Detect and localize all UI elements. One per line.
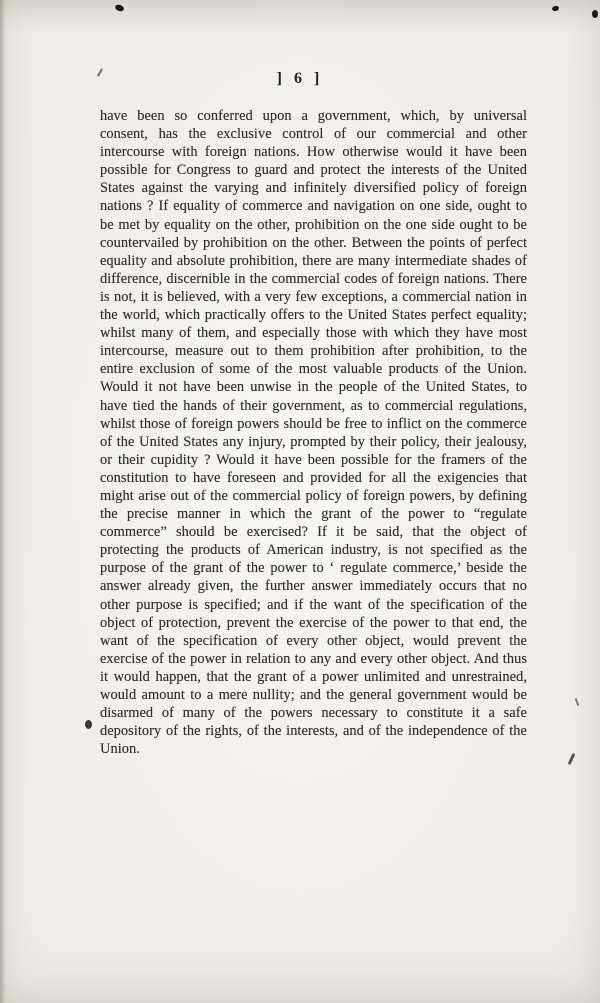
scan-artifact (85, 720, 92, 729)
scan-artifact (568, 753, 576, 765)
scan-edge-shadow (0, 0, 6, 1003)
scan-artifact (592, 10, 598, 18)
scan-artifact (575, 698, 580, 706)
scan-artifact (551, 5, 559, 12)
page-text: have been so conferred upon a government, which, by universal consent, has the exclusive control of our commercial and other intercourse with foreign nations. How otherwise would it have been possible for Congress to guard and protect the interests of the United States against the varying and infinitely diversified policy of foreign nations ? If equality of commerce and navigation on one side, ought to be met by equality on the other, prohibition on the one side ought to be countervailed by prohibition on the other. Between the points of perfect equality and absolute prohibition, there are many intermediate shades of difference, discernible in the commercial codes of foreign nations. There is not, it is believed, with a very few exceptions, a commercial nation in the world, which practically offers to the United States perfect equality; whilst many of them, and especially those with which they have most intercourse, measure out to them prohibition after prohibition, to the entire exclusion of some of the most valuable products of the Union. Would it not have been unwise in the people of the United States, to have tied the hands of their government, as to commercial regulations, whilst those of foreign powers should be free to inflict on the commerce of the United States any injury, prompted by their policy, their jealousy, or their cupidity ? Would it have been possible for the framers of the constitution to have foreseen and provided for all the exigencies that might arise out of the commercial policy of foreign powers, by defining the precise manner in which the grant of the power to “regulate commerce” should be exercised? If it be said, that the object of protecting the products of American industry, is not specified as the purpose of the grant of the power to ‘ regulate commerce,’ beside the answer already given, the further answer immediately occurs that no other purpose is specified; and if the want of the specification of the object of protection, prevent the exercise of the power to that end, the want of the specification of every other object, would prevent the exercise of the power in relation to any and every other object. And thus it would happen, that the grant of a power unlimited and unrestrained, would amount to a mere nullity; and the general government would be disarmed of many of the powers necessary to constitute it a safe depository of the rights, of the interests, and of the independence of the Union. (100, 108, 527, 758)
page-number: ] 6 ] (276, 70, 324, 87)
scan-artifact (114, 4, 125, 13)
